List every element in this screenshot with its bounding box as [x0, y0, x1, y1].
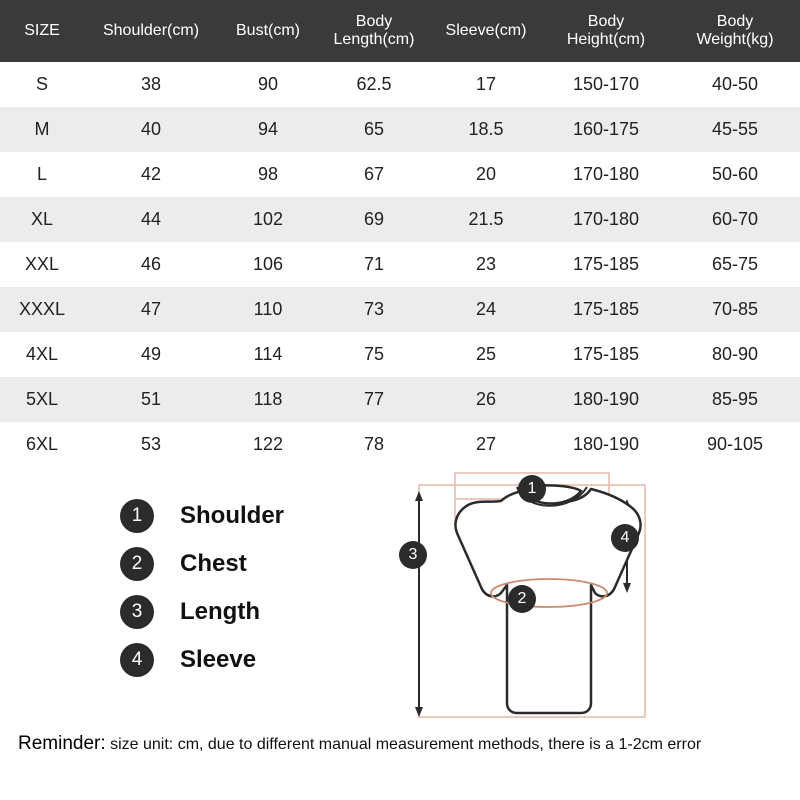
legend-label-shoulder: Shoulder	[180, 502, 285, 529]
table-row	[0, 197, 800, 242]
column-header-body-weight	[670, 0, 800, 62]
cell-body-weight: 45-55	[670, 107, 800, 152]
column-header-body-height	[542, 0, 670, 62]
cell-size: XL	[0, 197, 84, 242]
cell-size: XXXL	[0, 287, 84, 332]
cell-body-length: 75	[318, 332, 430, 377]
cell-bust: 90	[218, 62, 318, 107]
cell-body-height: 175-185	[542, 287, 670, 332]
diagram-marker-1: 1	[518, 475, 546, 503]
tshirt-diagram	[395, 467, 715, 727]
cell-sleeve: 23	[430, 242, 542, 287]
cell-body-weight: 65-75	[670, 242, 800, 287]
table-row	[0, 242, 800, 287]
cell-body-weight: 50-60	[670, 152, 800, 197]
cell-body-weight: 90-105	[670, 422, 800, 467]
cell-sleeve: 18.5	[430, 107, 542, 152]
cell-shoulder: 49	[84, 332, 218, 377]
measurement-guide	[0, 467, 800, 767]
cell-shoulder: 42	[84, 152, 218, 197]
header-line: Weight(kg)	[696, 31, 774, 48]
header-line: Bust(cm)	[236, 21, 300, 39]
cell-sleeve: 17	[430, 62, 542, 107]
legend-label-sleeve: Sleeve	[180, 646, 257, 673]
cell-body-length: 78	[318, 422, 430, 467]
cell-body-weight: 70-85	[670, 287, 800, 332]
cell-shoulder: 47	[84, 287, 218, 332]
cell-shoulder: 38	[84, 62, 218, 107]
cell-body-length: 67	[318, 152, 430, 197]
table-row	[0, 107, 800, 152]
cell-shoulder: 44	[84, 197, 218, 242]
header-line: SIZE	[24, 21, 60, 39]
legend-badge-1: 1	[120, 499, 154, 533]
cell-body-height: 150-170	[542, 62, 670, 107]
header-line: Body	[587, 12, 625, 30]
reminder-text: size unit: cm, due to different manual measurement methods, there is a 1-2cm error	[105, 736, 702, 753]
cell-bust: 122	[218, 422, 318, 467]
legend-badge-4: 4	[120, 643, 154, 677]
legend-item-length	[120, 588, 420, 636]
cell-body-length: 69	[318, 197, 430, 242]
diagram-marker-3: 3	[399, 541, 427, 569]
cell-body-length: 71	[318, 242, 430, 287]
header-line: Body	[716, 12, 754, 30]
cell-body-height: 170-180	[542, 152, 670, 197]
cell-sleeve: 25	[430, 332, 542, 377]
table-header	[0, 0, 800, 62]
table-row	[0, 152, 800, 197]
cell-bust: 102	[218, 197, 318, 242]
header-line: Length(cm)	[333, 31, 415, 48]
legend-badge-2: 2	[120, 547, 154, 581]
cell-size: 6XL	[0, 422, 84, 467]
diagram-marker-2: 2	[508, 585, 536, 613]
cell-size: 4XL	[0, 332, 84, 377]
legend-item-sleeve	[120, 636, 420, 684]
cell-sleeve: 27	[430, 422, 542, 467]
cell-shoulder: 53	[84, 422, 218, 467]
header-line: Sleeve(cm)	[445, 21, 527, 39]
table-row	[0, 62, 800, 107]
cell-body-length: 65	[318, 107, 430, 152]
legend-label-chest: Chest	[180, 550, 247, 577]
cell-size: XXL	[0, 242, 84, 287]
cell-body-length: 62.5	[318, 62, 430, 107]
cell-bust: 98	[218, 152, 318, 197]
cell-sleeve: 26	[430, 377, 542, 422]
column-header-size	[0, 0, 84, 62]
table-row	[0, 332, 800, 377]
cell-body-height: 170-180	[542, 197, 670, 242]
cell-body-weight: 40-50	[670, 62, 800, 107]
cell-body-weight: 85-95	[670, 377, 800, 422]
legend-item-shoulder	[120, 492, 420, 540]
cell-size: 5XL	[0, 377, 84, 422]
cell-body-weight: 60-70	[670, 197, 800, 242]
cell-sleeve: 20	[430, 152, 542, 197]
cell-sleeve: 24	[430, 287, 542, 332]
reminder-heading: Reminder:	[18, 733, 106, 754]
cell-sleeve: 21.5	[430, 197, 542, 242]
cell-shoulder: 51	[84, 377, 218, 422]
table-body	[0, 62, 800, 467]
column-header-sleeve	[430, 0, 542, 62]
cell-body-weight: 80-90	[670, 332, 800, 377]
cell-bust: 110	[218, 287, 318, 332]
cell-body-length: 77	[318, 377, 430, 422]
column-header-shoulder	[84, 0, 218, 62]
table-row	[0, 422, 800, 467]
table-row	[0, 287, 800, 332]
cell-bust: 106	[218, 242, 318, 287]
cell-body-height: 180-190	[542, 377, 670, 422]
cell-body-length: 73	[318, 287, 430, 332]
header-line: Shoulder(cm)	[102, 21, 200, 39]
cell-bust: 114	[218, 332, 318, 377]
column-header-bust	[218, 0, 318, 62]
cell-shoulder: 46	[84, 242, 218, 287]
legend-list	[120, 492, 420, 684]
header-line: Body	[355, 12, 393, 30]
tshirt-illustration-svg	[395, 467, 715, 727]
cell-shoulder: 40	[84, 107, 218, 152]
cell-body-height: 175-185	[542, 242, 670, 287]
cell-size: M	[0, 107, 84, 152]
column-header-body-length	[318, 0, 430, 62]
diagram-marker-4: 4	[611, 524, 639, 552]
cell-bust: 118	[218, 377, 318, 422]
cell-body-height: 180-190	[542, 422, 670, 467]
legend-label-length: Length	[180, 598, 260, 625]
cell-body-height: 175-185	[542, 332, 670, 377]
cell-bust: 94	[218, 107, 318, 152]
cell-size: L	[0, 152, 84, 197]
legend-badge-3: 3	[120, 595, 154, 629]
legend-item-chest	[120, 540, 420, 588]
table-header-row	[0, 0, 800, 62]
reminder-note	[18, 733, 701, 755]
table-row	[0, 377, 800, 422]
cell-body-height: 160-175	[542, 107, 670, 152]
header-line: Height(cm)	[566, 31, 646, 48]
cell-size: S	[0, 62, 84, 107]
